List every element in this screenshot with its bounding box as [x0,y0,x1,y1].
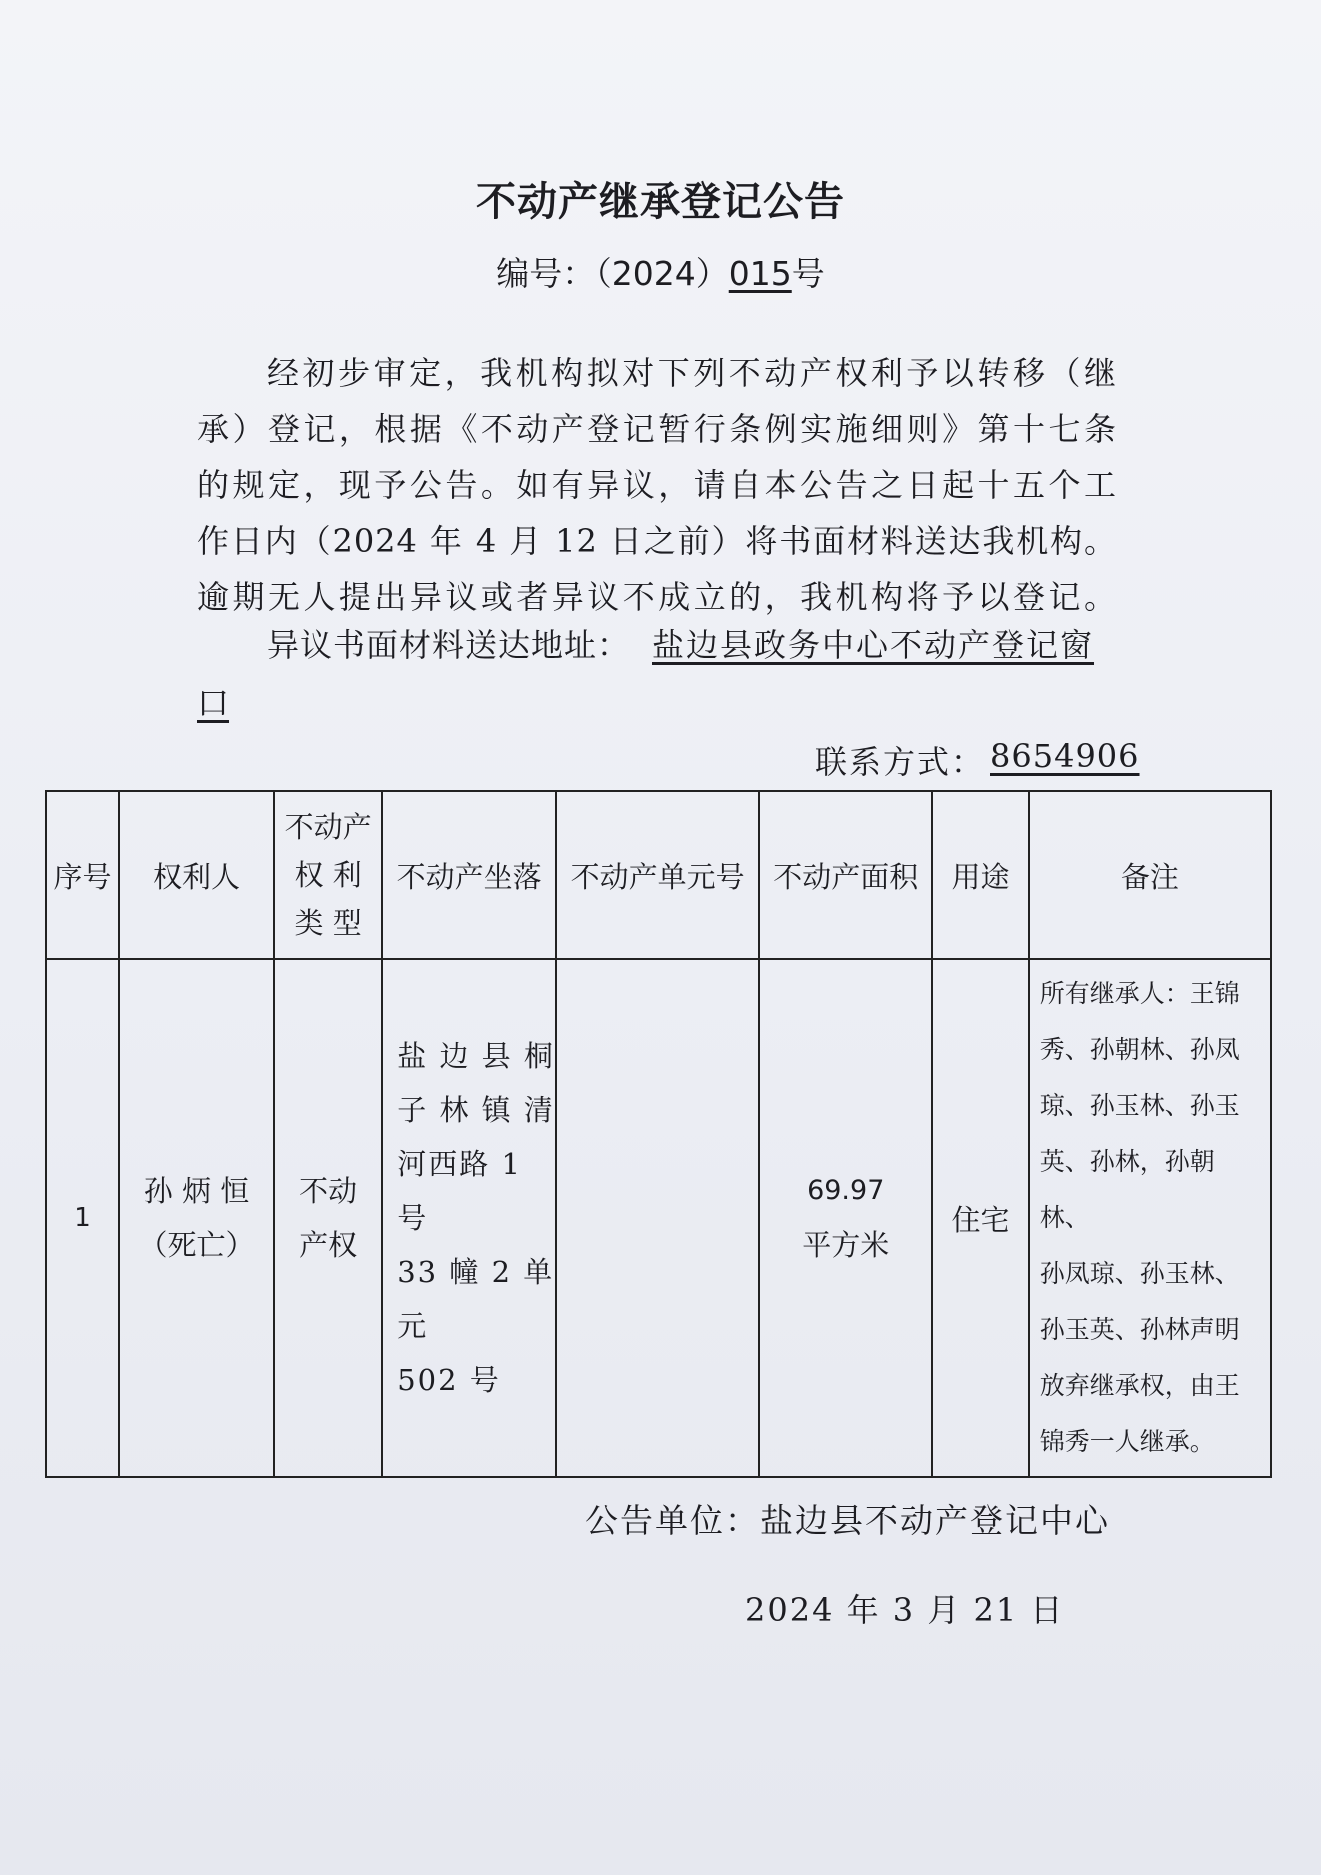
body-line: 的规定，现予公告。如有异议，请自本公告之日起十五个工 [197,466,1117,504]
cell-right-type [274,959,382,1477]
remark-line: 孙玉英、孙林声明 [1039,1315,1240,1344]
header-seq: 序号 [46,791,119,959]
header-right-type [274,791,382,959]
remark-line: 琼、孙玉林、孙玉 [1039,1091,1240,1120]
cell-unit-no [556,959,759,1477]
notice-number-prefix: 编号：（2024） [496,254,729,293]
remark-line: 所有继承人：王锦 [1039,979,1240,1008]
cell-seq: 1 [46,959,119,1477]
cell-usage: 住宅 [932,959,1029,1477]
notice-number [0,248,1321,295]
header-right-type-line: 不动产 [284,810,372,844]
notice-title: 不动产继承登记公告 [476,179,845,225]
location-line: 盐 边 县 桐 [397,1039,555,1073]
location-line: 河西路 1 号 [397,1147,522,1235]
cell-area [759,959,932,1477]
header-unit-no: 不动产单元号 [556,791,759,959]
location-line: 子 林 镇 清 [397,1093,555,1127]
header-right-type-line: 类 型 [294,906,362,940]
header-holder: 权利人 [119,791,274,959]
body-line: 承）登记，根据《不动产登记暂行条例实施细则》第十七条 [197,410,1117,448]
address-label: 异议书面材料送达地址： [267,626,631,664]
cell-remark [1029,959,1271,1477]
right-type-line: 产权 [299,1228,358,1262]
remark-line: 锦秀一人继承。 [1039,1427,1215,1456]
notice-body [197,345,1117,625]
remark-line: 英、孙林，孙朝林、 [1039,1147,1215,1232]
header-area: 不动产面积 [759,791,932,959]
area-value: 69.97 [807,1175,885,1206]
header-location: 不动产坐落 [382,791,556,959]
registration-table [45,790,1272,1478]
holder-status: （死亡） [138,1228,255,1262]
notice-number-suffix: 号 [791,254,825,293]
table-row [46,959,1271,1477]
body-line: 作日内（2024 年 4 月 12 日之前）将书面材料送达我机构。 [197,522,1117,560]
remark-line: 孙凤琼、孙玉林、 [1039,1259,1240,1288]
location-line: 33 幢 2 单元 [397,1255,555,1343]
holder-name: 孙 炳 恒 [143,1174,250,1208]
contact-label: 联系方式： [815,743,986,781]
location-line: 502 号 [397,1363,501,1397]
notice-number-value: 015 [728,254,792,293]
address-value: 盐边县政务中心不动产登记窗 [652,626,1095,664]
header-right-type-line: 权 利 [294,858,362,892]
body-line: 逾期无人提出异议或者异议不成立的，我机构将予以登记。 [197,578,1117,616]
header-remark: 备注 [1029,791,1271,959]
area-unit: 平方米 [802,1228,890,1262]
table-header-row [46,791,1271,959]
contact-phone: 8654906 [990,737,1140,775]
issuing-unit: 公告单位：盐边县不动产登记中心 [585,1501,1110,1540]
remark-line: 秀、孙朝林、孙凤 [1039,1035,1240,1064]
remark-line: 放弃继承权，由王 [1039,1371,1240,1400]
right-type-line: 不动 [299,1174,358,1208]
body-line: 经初步审定，我机构拟对下列不动产权利予以转移（继 [267,354,1117,392]
cell-location [382,959,556,1477]
cell-holder [119,959,274,1477]
header-usage: 用途 [932,791,1029,959]
issue-date: 2024 年 3 月 21 日 [745,1591,1065,1629]
address-value-continued: 口 [197,684,230,722]
